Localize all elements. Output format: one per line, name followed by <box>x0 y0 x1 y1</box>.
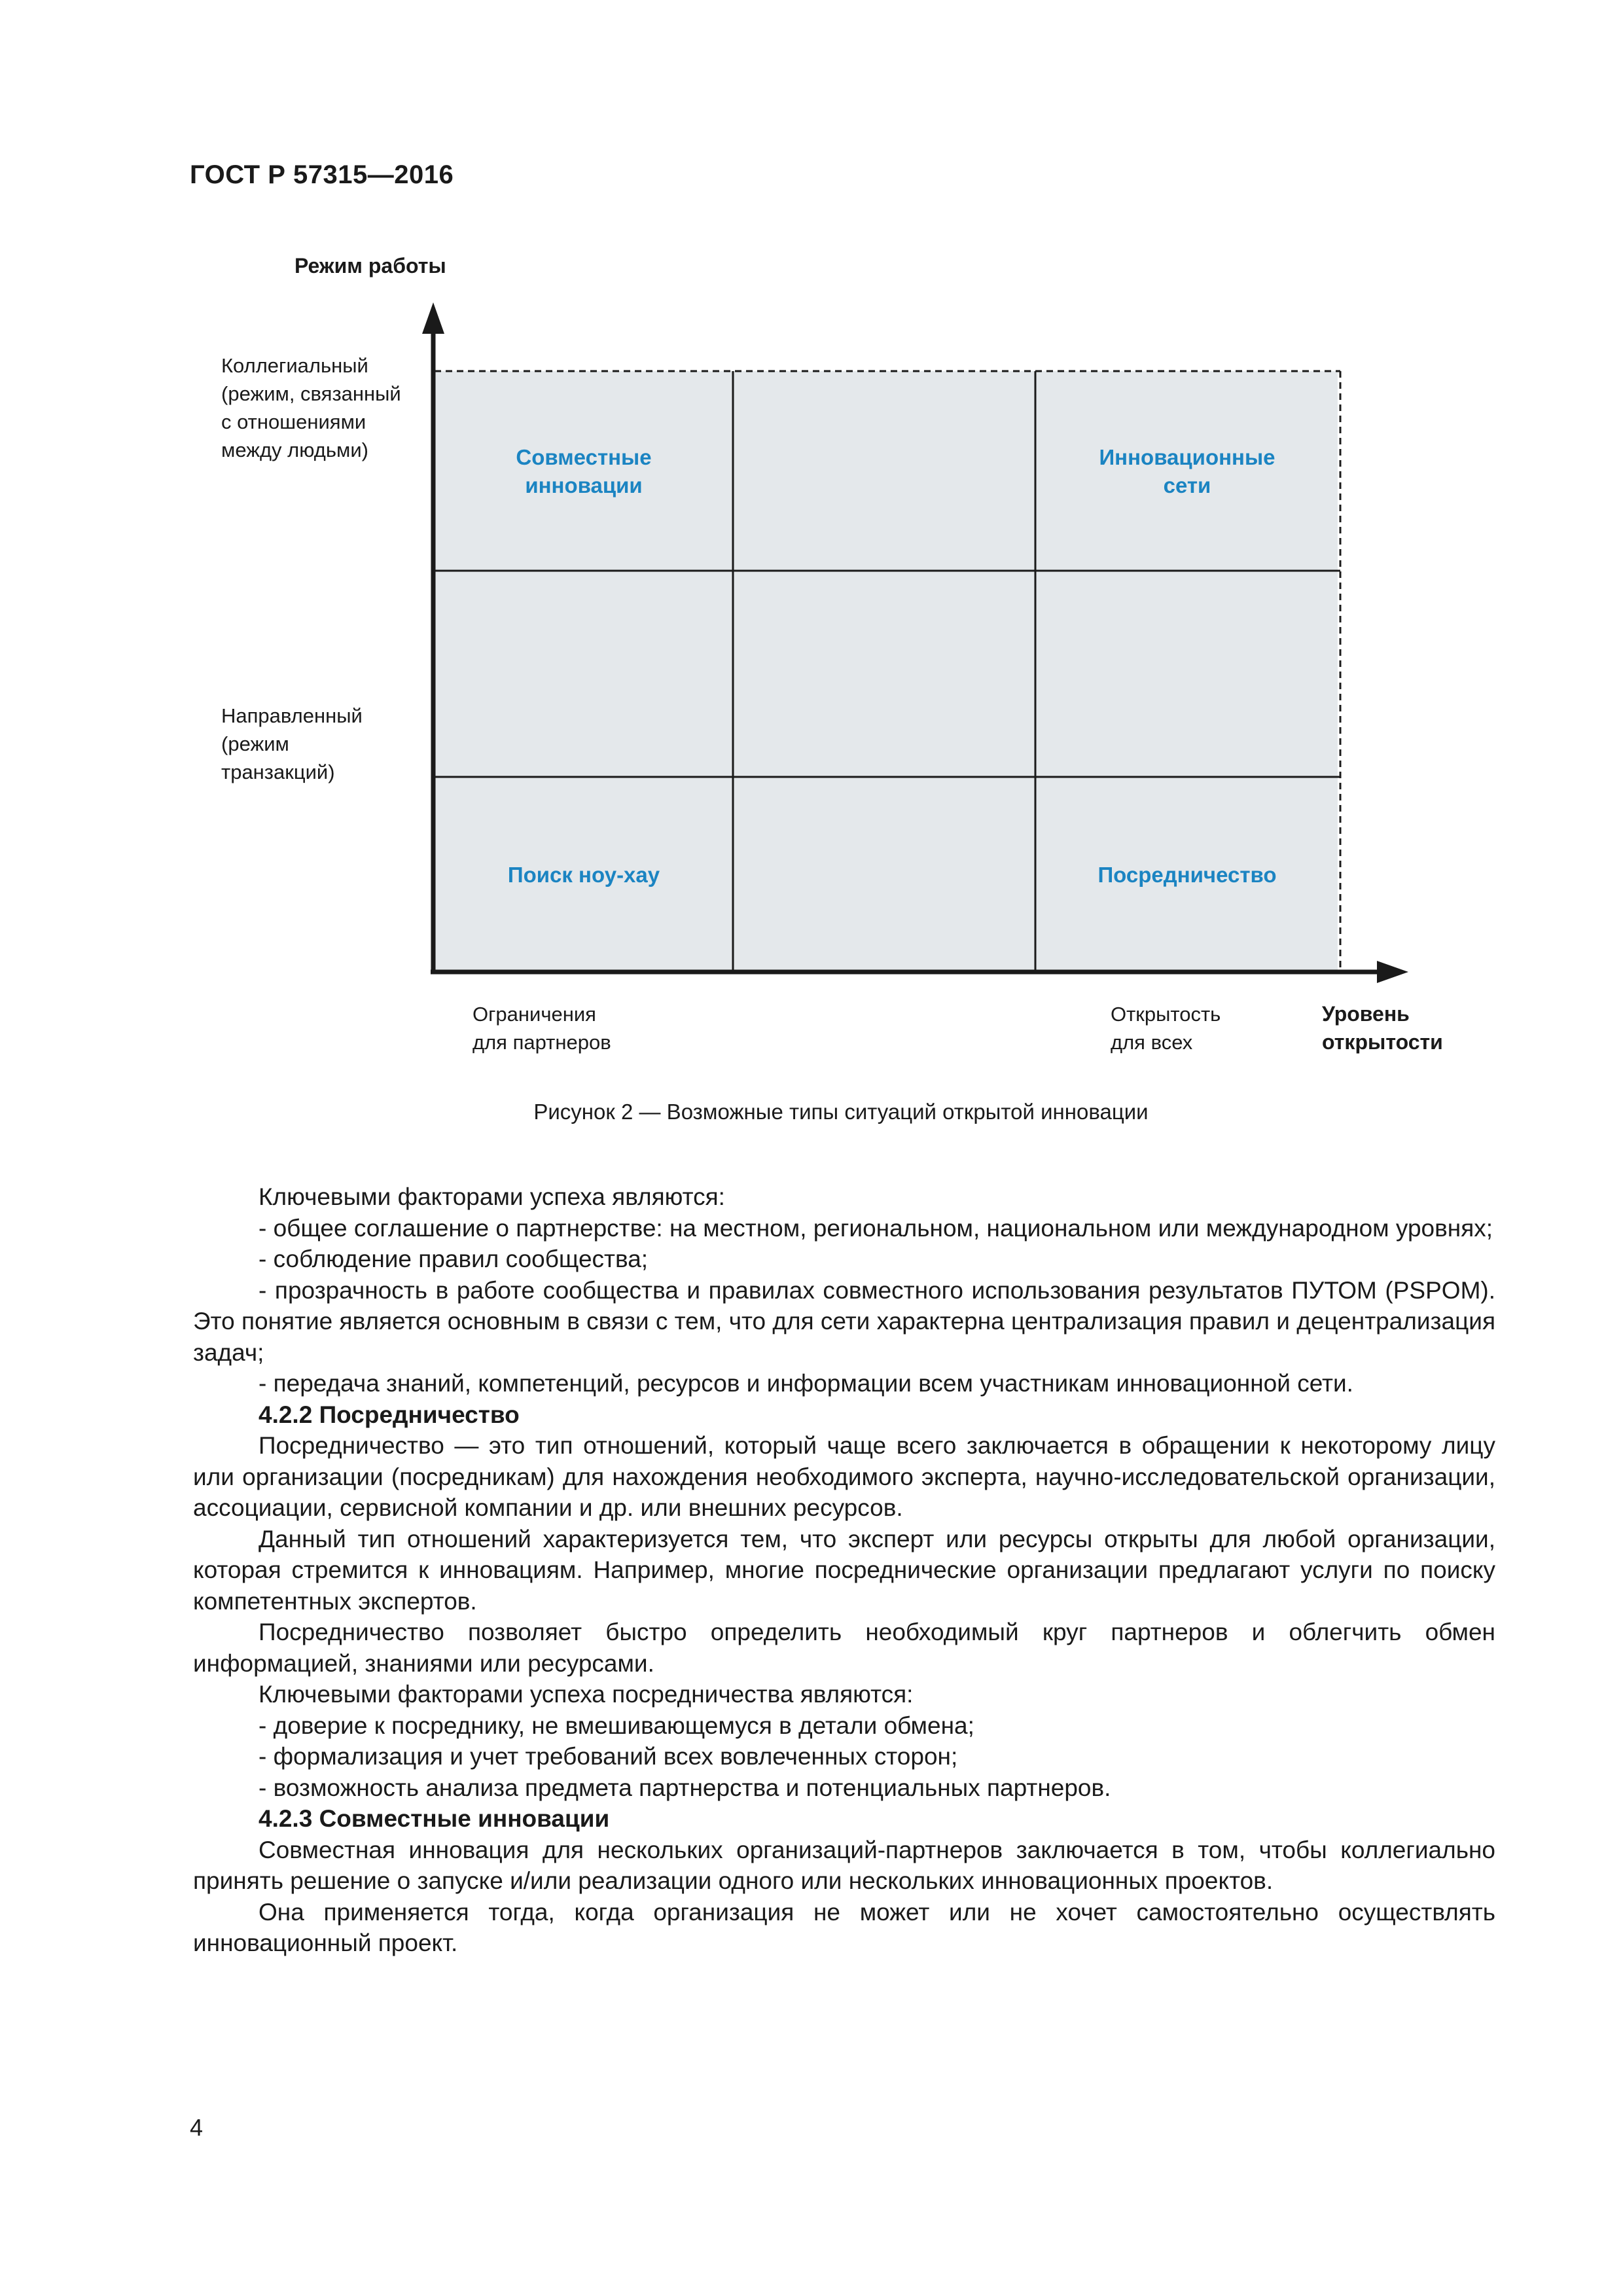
body-text <box>193 1181 1495 1959</box>
paragraph: Посредничество позволяет быстро определить необходимый круг партнеров и облегчить обмен информацией, знаниями или ресурсами. <box>193 1619 1495 1677</box>
paragraph: - передача знаний, компетенций, ресурсов и информации всем участникам инновационной сети. <box>259 1370 1353 1397</box>
document-standard-number: ГОСТ Р 57315—2016 <box>190 160 454 189</box>
x-tick-open-to-all: Открытость для всех <box>1111 1003 1221 1054</box>
paragraph: - возможность анализа предмета партнерства и потенциальных партнеров. <box>259 1774 1111 1801</box>
paragraph: Посредничество — это тип отношений, который чаще всего заключается в обращении к некоторому лицу или организации (посредникам) для нахождения необходимого эксперта, научно-исследовательской организации, ассоциации, сервисной компании и др. или внешних ресурсов. <box>193 1432 1495 1521</box>
cell-label-intermediation: Посредничество <box>1097 863 1277 887</box>
paragraph: Данный тип отношений характеризуется тем, что эксперт или ресурсы открыты для любой организации, которая стремится к инновациям. Например, многие посреднические организации предлагают услуги по поиску компетентных экспертов. <box>193 1525 1495 1615</box>
openness-matrix-figure <box>0 0 1623 1021</box>
paragraph: - соблюдение правил сообщества; <box>259 1246 649 1272</box>
y-tick-directed: Направленный (режим транзакций) <box>221 704 363 783</box>
paragraph: - формализация и учет требований всех вовлеченных сторон; <box>259 1743 958 1770</box>
paragraph: Совместная инновация для нескольких организаций-партнеров заключается в том, чтобы коллегиально принять решение о запуске и/или реализации одного или нескольких инновационных проектов. <box>193 1836 1495 1894</box>
paragraph: Она применяется тогда, когда организация не может или не хочет самостоятельно осуществлять инновационный проект. <box>193 1898 1495 1956</box>
page-number: 4 <box>190 2114 204 2141</box>
x-tick-restricted: Ограничения для партнеров <box>473 1003 611 1054</box>
x-axis-title: Уровень открытости <box>1322 1002 1443 1054</box>
y-tick-collegial: Коллегиальный (режим, связанный с отношениями между людьми) <box>221 354 401 461</box>
cell-label-innovation-networks: Инновационные сети <box>1099 445 1275 497</box>
y-axis-title: Режим работы <box>294 254 446 278</box>
paragraph: Ключевыми факторами успеха посредничества являются: <box>259 1681 914 1708</box>
x-axis-arrowhead <box>1377 961 1408 983</box>
y-axis-arrowhead <box>422 302 444 334</box>
section-heading-4-2-2: 4.2.2 Посредничество <box>259 1401 520 1428</box>
cell-label-joint-innovation: Совместные инновации <box>516 445 652 497</box>
figure-caption: Рисунок 2 — Возможные типы ситуаций открытой инновации <box>533 1100 1149 1124</box>
cell-label-know-how-search: Поиск ноу-хау <box>507 863 660 887</box>
paragraph: Ключевыми факторами успеха являются: <box>259 1183 725 1210</box>
paragraph: - общее соглашение о партнерстве: на местном, региональном, национальном или международном уровнях; <box>259 1214 1493 1242</box>
paragraph: - прозрачность в работе сообщества и правилах совместного использования результатов ПУТОМ (PSPOM). Это понятие является основным в связи с тем, что для сети характерна централизация правил и децентрализация задач; <box>193 1276 1495 1366</box>
paragraph: - доверие к посреднику, не вмешивающемуся в детали обмена; <box>259 1712 974 1739</box>
section-heading-4-2-3: 4.2.3 Совместные инновации <box>259 1805 610 1832</box>
